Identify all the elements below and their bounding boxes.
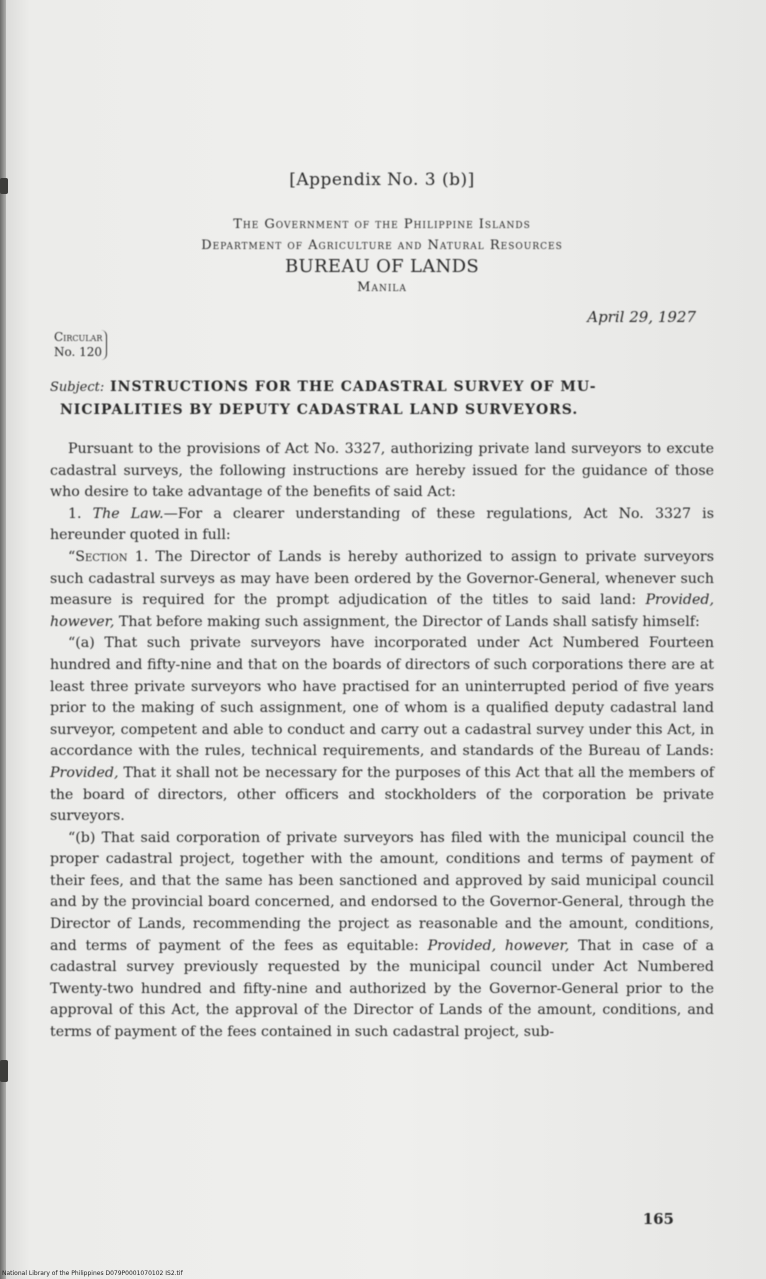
paragraph-a-end: That it shall not be necessary for the purposes of this Act that all the members of the board of directors, other officers and stockholders of the corporation be private surveyors. [50, 764, 715, 825]
circular-date: April 29, 1927 [587, 308, 696, 326]
subject-line-1: INSTRUCTIONS FOR THE CADASTRAL SURVEY OF MU- [110, 379, 597, 395]
paragraph-a-start: “(a) That such private surveyors have incorporated under Act Numbered Fourteen hundred and fifty-nine and that on the boards of directors of such corporations there are at least three private surveyors who have practised for an uninterrupted period of five years prior to the making of such assignment, one of whom is a qualified deputy cadastral land surveyor, competent and able to conduct and carry out a cadastral survey under this Act, in accordance with the rules, technical requirements, and standards of the Bureau of Lands: [50, 635, 714, 760]
law-title: The Law. [92, 505, 164, 522]
paragraph-a [50, 633, 714, 827]
paragraph-b-end: That in case of a cadastral survey previously requested by the municipal council under Act Numbered Twenty-two hundred and fifty-nine and authorized by the Governor-General prior to the approval of this Act, the approval of the Director of Lands of the amount, conditions, and terms of payment of the fees contained in such cadastral project, sub- [50, 937, 715, 1041]
circular-number-block [54, 330, 107, 360]
page-number: 165 [642, 1210, 674, 1228]
spine-mark [0, 1060, 8, 1082]
law-paragraph [50, 504, 714, 547]
section-text: 1. The Director of Lands is hereby authorized to assign to private surveyors such cadastral surveys as may have been ordered by the Governor-General, whenever such measure is required for the prompt adjudication of the titles to said land: [50, 548, 714, 609]
intro-paragraph: Pursuant to the provisions of Act No. 3327, authorizing private land surveyors to excute cadastral surveys, the following instructions are hereby issued for the guidance of those who desire to take advantage of the benefits of said Act: [50, 441, 714, 501]
department-line: Department of Agriculture and Natural Resources [201, 238, 563, 253]
subject-block [50, 376, 714, 421]
document-body [50, 170, 714, 1044]
government-line: The Government of the Philippine Islands [233, 217, 531, 232]
paragraph-b-proviso: Provided, however, [427, 937, 570, 954]
spine-mark [0, 178, 8, 194]
letterhead [50, 214, 714, 298]
appendix-heading: [Appendix No. 3 (b)] [289, 170, 475, 190]
subject-label: Subject: [50, 380, 105, 395]
paragraph-b-start: “(b) That said corporation of private surveyors has filed with the municipal council the proper cadastral project, together with the amount, conditions and terms of payment of their fees, and that the same has been sanctioned and approved by said municipal council and by the provincial board concerned, and endorsed to the Governor-General, through the Director of Lands, recommending the project as reasonable and the amount, conditions, and terms of payment of the fees as equitable: [50, 829, 714, 954]
law-text: —For a clearer understanding of these regulations, Act No. 3327 is hereunder quoted in full: [50, 505, 714, 544]
circular-label: Circular [54, 330, 103, 344]
paragraph-a-proviso: Provided, [50, 764, 119, 781]
section-label: “Section [68, 548, 128, 565]
scan-footer: National Library of the Philippines D079P0001070102 IS2.tif [2, 1270, 183, 1277]
law-number: 1. [68, 505, 82, 522]
subject-line-2: NICIPALITIES BY DEPUTY CADASTRAL LAND SURVEYORS. [60, 402, 579, 418]
bureau-line: BUREAU OF LANDS [285, 256, 479, 277]
circular-number: No. 120 [54, 345, 103, 359]
section-paragraph [50, 547, 714, 633]
section-end: That before making such assignment, the Director of Lands shall satisfy himself: [118, 613, 700, 630]
city-line: Manila [357, 280, 407, 295]
section-proviso: Provided, however, [50, 592, 714, 630]
paragraph-b [50, 828, 714, 1044]
